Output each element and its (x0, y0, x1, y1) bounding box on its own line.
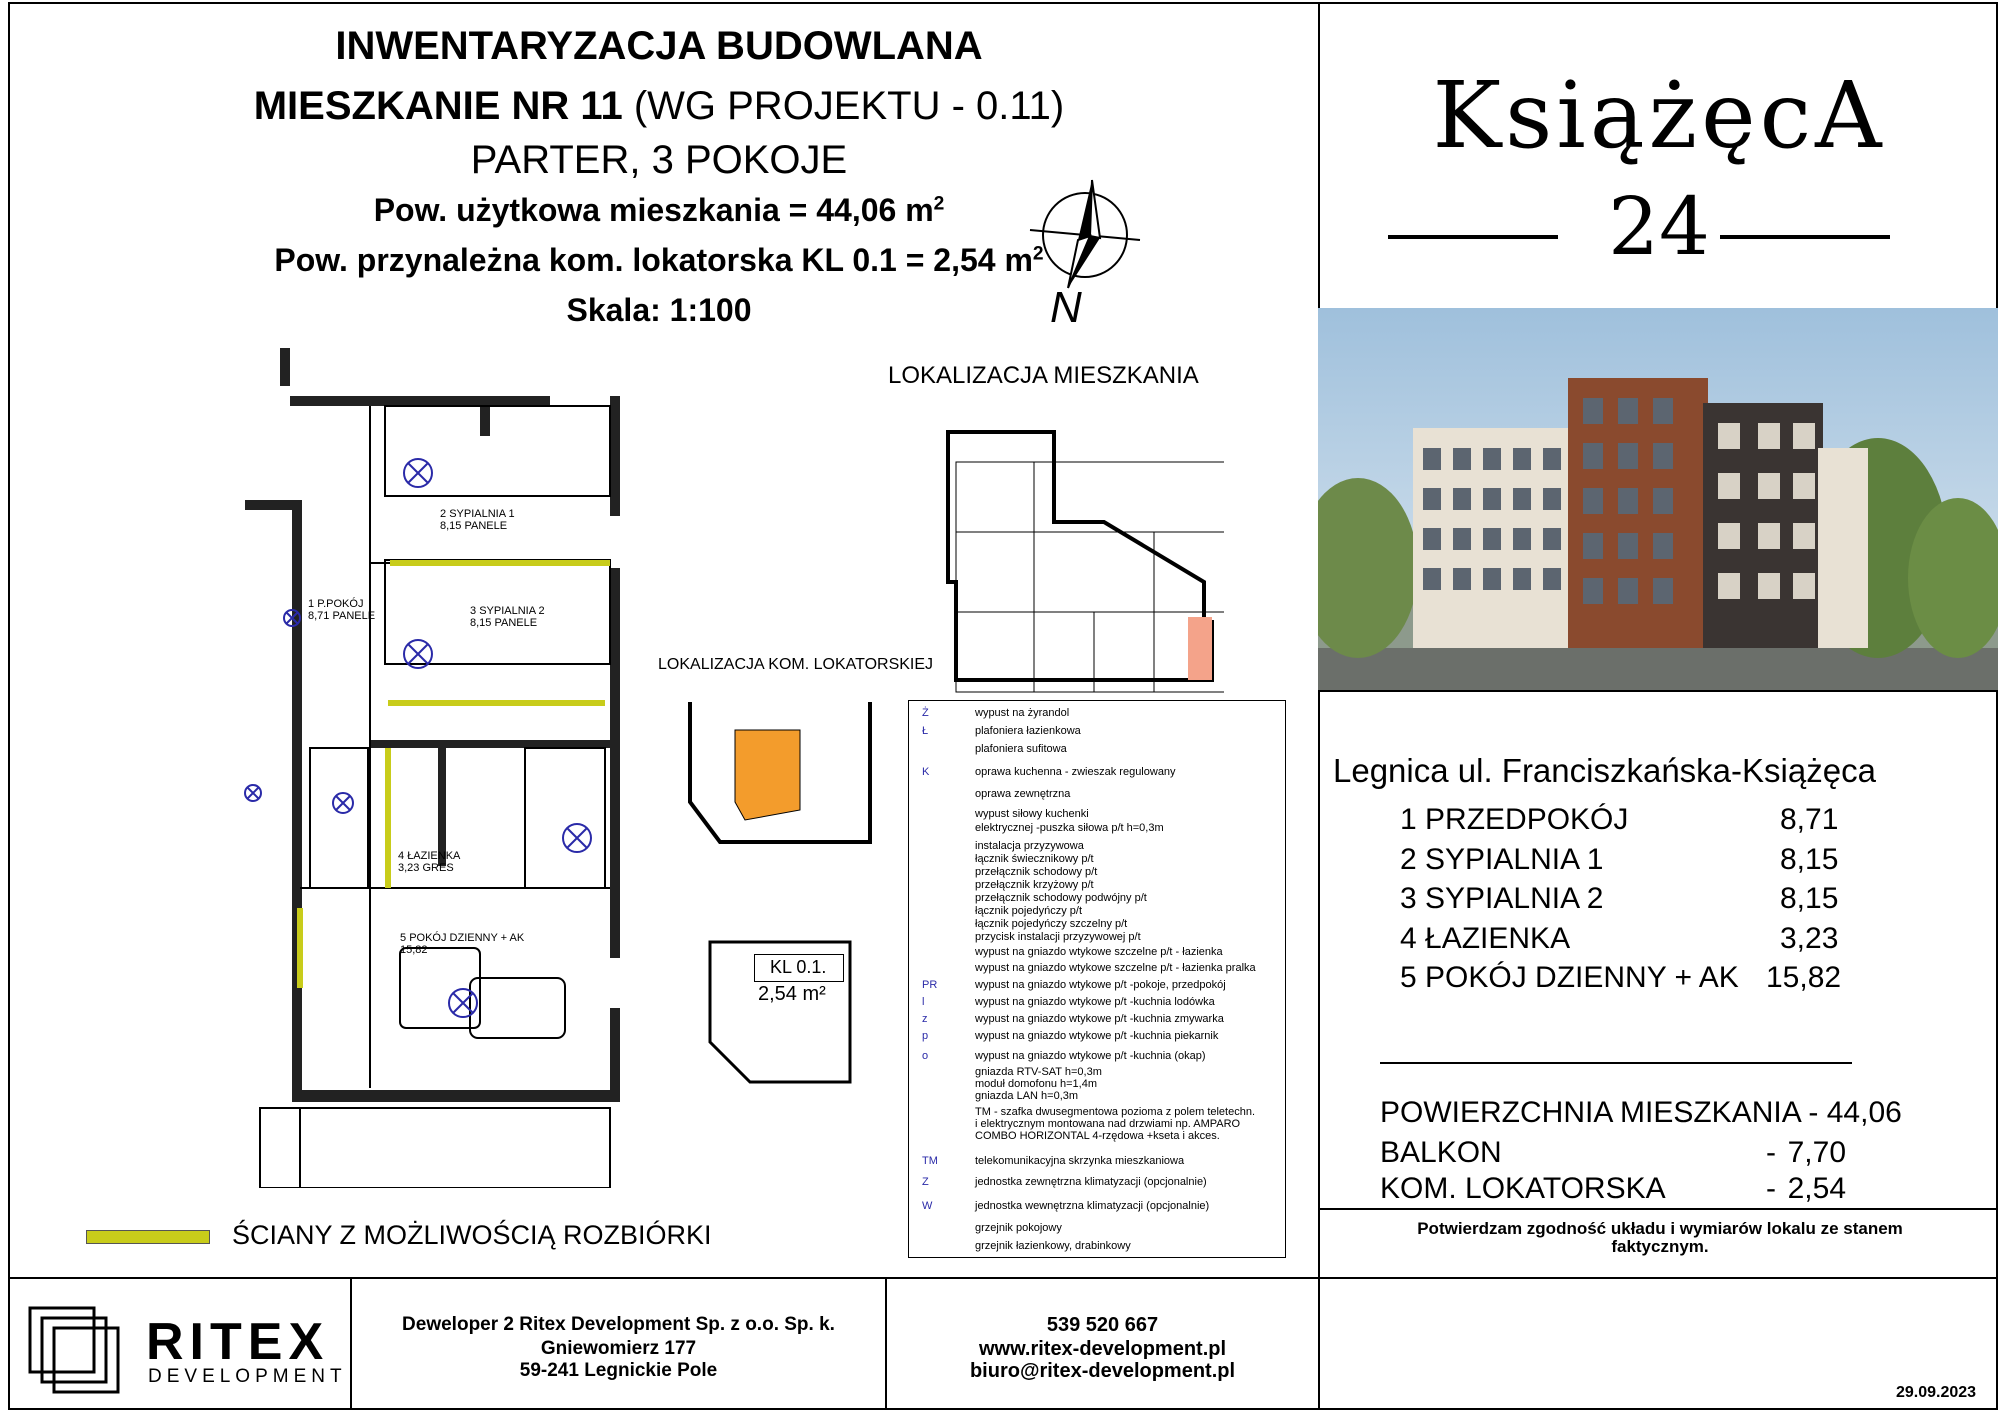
room-area: 8,15 (1780, 882, 1839, 915)
room-label-4 (398, 850, 460, 874)
plan-room-num: 1 (308, 598, 315, 610)
header-floor: PARTER, 3 POKOJE (470, 138, 848, 182)
legend-item: wypust na gniazdo wtykowe p/t -kuchnia piekarnik (975, 1030, 1219, 1042)
developer-line-1: Deweloper 2 Ritex Development Sp. z o.o. Sp. k. (402, 1314, 835, 1335)
legend-item: gniazda RTV-SAT h=0,3m (975, 1066, 1102, 1078)
legend-symbol: Z (922, 1176, 929, 1188)
legend-item: COMBO HORIZONTAL 4-rzędowa +kseta i akces. (975, 1130, 1220, 1142)
confirmation-note: Potwierdzam zgodność układu i wymiarów lokalu ze stanem faktycznym. (1417, 1219, 1903, 1256)
room-label-2 (440, 508, 515, 532)
plan-room-name: SYPIALNIA 2 (479, 605, 545, 617)
room-name: POKÓJ DZIENNY + AK (1425, 961, 1739, 994)
location-site-plan (944, 412, 1224, 702)
total-label: KOM. LOKATORSKA (1380, 1172, 1666, 1205)
storage-box-area: 2,54 m² (758, 983, 826, 1005)
plan-room-area: 15,82 (400, 944, 428, 956)
legend-item: grzejnik pokojowy (975, 1222, 1062, 1234)
plan-room-num: 4 (398, 850, 405, 862)
room-area: 15,82 (1766, 961, 1842, 994)
legend-item: telekomunikacyjna skrzynka mieszkaniowa (975, 1155, 1185, 1167)
header-scale: Skala: 1:100 (566, 292, 752, 328)
plan-room-name: ŁAZIENKA (407, 850, 461, 862)
legend-item: gniazda LAN h=0,3m (975, 1090, 1079, 1102)
legend-item: jednostka wewnętrzna klimatyzacji (opcjonalnie) (975, 1200, 1210, 1212)
plan-room-area: 8,15 (440, 520, 462, 532)
total-row (1380, 1096, 1902, 1130)
plan-room-floor: PANELE (332, 610, 376, 622)
developer-line-3: 59-241 Legnickie Pole (519, 1360, 718, 1381)
brand-title: KsiążęcA (1432, 62, 1886, 169)
removable-walls-swatch (86, 1230, 210, 1244)
room-row (1400, 843, 1603, 877)
plan-room-name: P.POKÓJ (317, 598, 364, 610)
total-label: POWIERZCHNIA MIESZKANIA (1380, 1096, 1801, 1129)
plan-room-floor: PANELE (464, 520, 508, 532)
room-area: 8,71 (1780, 803, 1839, 836)
legend-symbol: PR (922, 979, 938, 991)
north-letter: N (1050, 283, 1082, 332)
legend-item: wypust na gniazdo wtykowe szczelne p/t - łazienka pralka (975, 962, 1256, 974)
room-name: PRZEDPOKÓJ (1425, 803, 1629, 836)
total-dash: - (1808, 1096, 1819, 1129)
legend-item: przełącznik schodowy podwójny p/t (975, 892, 1147, 904)
total-value: 2,54 (1787, 1172, 1846, 1205)
plan-room-num: 5 (400, 932, 407, 944)
legend-item: wypust na gniazdo wtykowe p/t -kuchnia (okap) (975, 1050, 1206, 1062)
total-value: 44,06 (1826, 1096, 1902, 1129)
flat-number-bold: MIESZKANIE NR 11 (253, 84, 623, 128)
legend-item: przełącznik schodowy p/t (975, 866, 1098, 878)
header-flat-number (0, 84, 1318, 129)
legend-symbol: TM (922, 1155, 938, 1167)
room-row (1400, 882, 1603, 916)
plan-room-num: 2 (440, 508, 447, 520)
legend-item: grzejnik łazienkowy, drabinkowy (975, 1240, 1131, 1252)
legend-item: jednostka zewnętrzna klimatyzacji (opcjonalnie) (975, 1176, 1207, 1188)
room-num: 3 (1400, 882, 1417, 915)
legend-symbol: K (922, 766, 930, 778)
plan-room-area: 3,23 (398, 862, 420, 874)
legend-item: i elektrycznym montowana nad drzwiami np. AMPARO (975, 1118, 1241, 1130)
room-name: SYPIALNIA 1 (1425, 843, 1604, 876)
room-label-3 (470, 605, 545, 629)
legend-item: wypust na gniazdo wtykowe p/t -kuchnia zmywarka (975, 1013, 1224, 1025)
legend-item: wypust na gniazdo wtykowe szczelne p/t - łazienka (975, 946, 1223, 958)
storage-location-title: LOKALIZACJA KOM. LOKATORSKIEJ (658, 656, 934, 673)
legend-item: moduł domofonu h=1,4m (975, 1078, 1097, 1090)
room-name: SYPIALNIA 2 (1425, 882, 1604, 915)
legend-symbol: z (922, 1013, 928, 1025)
flat-number-project: (WG PROJEKTU - 0.11) (633, 84, 1065, 128)
usable-area-text: Pow. użytkowa mieszkania = 44,06 m (373, 192, 934, 228)
room-label-5 (400, 932, 524, 956)
plan-room-num: 3 (470, 605, 477, 617)
legend-symbol: l (922, 996, 925, 1008)
total-value: 7,70 (1787, 1136, 1846, 1169)
website-link[interactable]: www.ritex-development.pl (978, 1338, 1227, 1360)
room-name: ŁAZIENKA (1425, 922, 1571, 955)
room-label-1 (308, 598, 375, 622)
room-num: 5 (1400, 961, 1417, 994)
legend-item: łącznik pojedyńczy szczelny p/t (975, 918, 1128, 930)
legend-item: łącznik pojedyńczy p/t (975, 905, 1082, 917)
location-title: LOKALIZACJA MIESZKANIA (888, 362, 1199, 389)
total-dash: - (1766, 1136, 1776, 1169)
room-row (1400, 803, 1628, 837)
phone: 539 520 667 (1046, 1314, 1159, 1336)
legend-item: oprawa kuchenna - zwieszak regulowany (975, 766, 1176, 778)
room-area: 3,23 (1780, 922, 1839, 955)
ritex-logo-name: RITEX (146, 1313, 330, 1371)
brand-number: 24 (1608, 180, 1710, 273)
legend-symbol: Ł (922, 725, 929, 737)
legend-item: TM - szafka dwusegmentowa pozioma z polem teletechn. (975, 1106, 1256, 1118)
legend-item: wypust na gniazdo wtykowe p/t -pokoje, przedpokój (975, 979, 1226, 991)
plan-room-name: SYPIALNIA 1 (449, 508, 515, 520)
email-link[interactable]: biuro@ritex-development.pl (969, 1360, 1236, 1382)
north-arrow-icon (1020, 170, 1150, 330)
legend-symbol: Ż (922, 707, 929, 719)
divider-footer (8, 1277, 1998, 1279)
room-num: 4 (1400, 922, 1417, 955)
plan-room-floor: GRES (422, 862, 454, 874)
legend-symbol: p (922, 1030, 929, 1042)
legend-item: przełącznik krzyżowy p/t (975, 879, 1094, 891)
plan-room-name: POKÓJ DZIENNY + AK (409, 932, 525, 944)
legend-item: łącznik świecznikowy p/t (975, 853, 1094, 865)
legend-item: instalacja przyzywowa (975, 840, 1084, 852)
legend-item: wypust na żyrandol (975, 707, 1070, 719)
address: Legnica ul. Franciszkańska-Książęca (1333, 752, 1876, 789)
legend-item: plafoniera łazienkowa (975, 725, 1081, 737)
header-title: INWENTARYZACJA BUDOWLANA (335, 24, 983, 68)
total-dash: - (1766, 1172, 1776, 1205)
legend-item: przycisk instalacji przyzywowej p/t (975, 931, 1141, 943)
legend-item: oprawa zewnętrzna (975, 788, 1071, 800)
room-row (1400, 961, 1739, 995)
plan-room-area: 8,71 (308, 610, 330, 622)
sup-2: 2 (1032, 243, 1044, 265)
ritex-logo-sub: DEVELOPMENT (148, 1366, 347, 1387)
legend-item: elektrycznej -puszka siłowa p/t h=0,3m (975, 822, 1164, 834)
room-num: 1 (1400, 803, 1417, 836)
ritex-logo-icon (20, 1290, 140, 1400)
storage-location-drawing (680, 692, 880, 852)
plan-room-area: 8,15 (470, 617, 492, 629)
legend-item: wypust siłowy kuchenki (975, 808, 1089, 820)
divider-footer-3 (1318, 1277, 1320, 1410)
legend-symbol: W (922, 1200, 933, 1212)
total-label: BALKON (1380, 1136, 1502, 1169)
removable-walls-note: ŚCIANY Z MOŻLIWOŚCIĄ ROZBIÓRKI (232, 1220, 712, 1250)
brand-line-right (1720, 235, 1890, 239)
building-render-image (1318, 308, 1998, 690)
document-date: 29.09.2023 (1896, 1384, 1977, 1401)
storage-box-label: KL 0.1. (770, 957, 827, 977)
developer-line-2: Gniewomierz 177 (540, 1338, 697, 1359)
legend-item: wypust na gniazdo wtykowe p/t -kuchnia lodówka (975, 996, 1215, 1008)
legend-symbol: o (922, 1050, 929, 1062)
room-area: 8,15 (1780, 843, 1839, 876)
room-num: 2 (1400, 843, 1417, 876)
plan-room-floor: PANELE (494, 617, 538, 629)
totals-separator (1380, 1062, 1852, 1064)
sup-1: 2 (933, 193, 945, 215)
room-row (1400, 922, 1570, 956)
storage-area-text: Pow. przynależna kom. lokatorska KL 0.1 = 2,54 m (274, 242, 1033, 278)
floor-plan-drawing (240, 348, 660, 1188)
legend-item: plafoniera sufitowa (975, 743, 1067, 755)
